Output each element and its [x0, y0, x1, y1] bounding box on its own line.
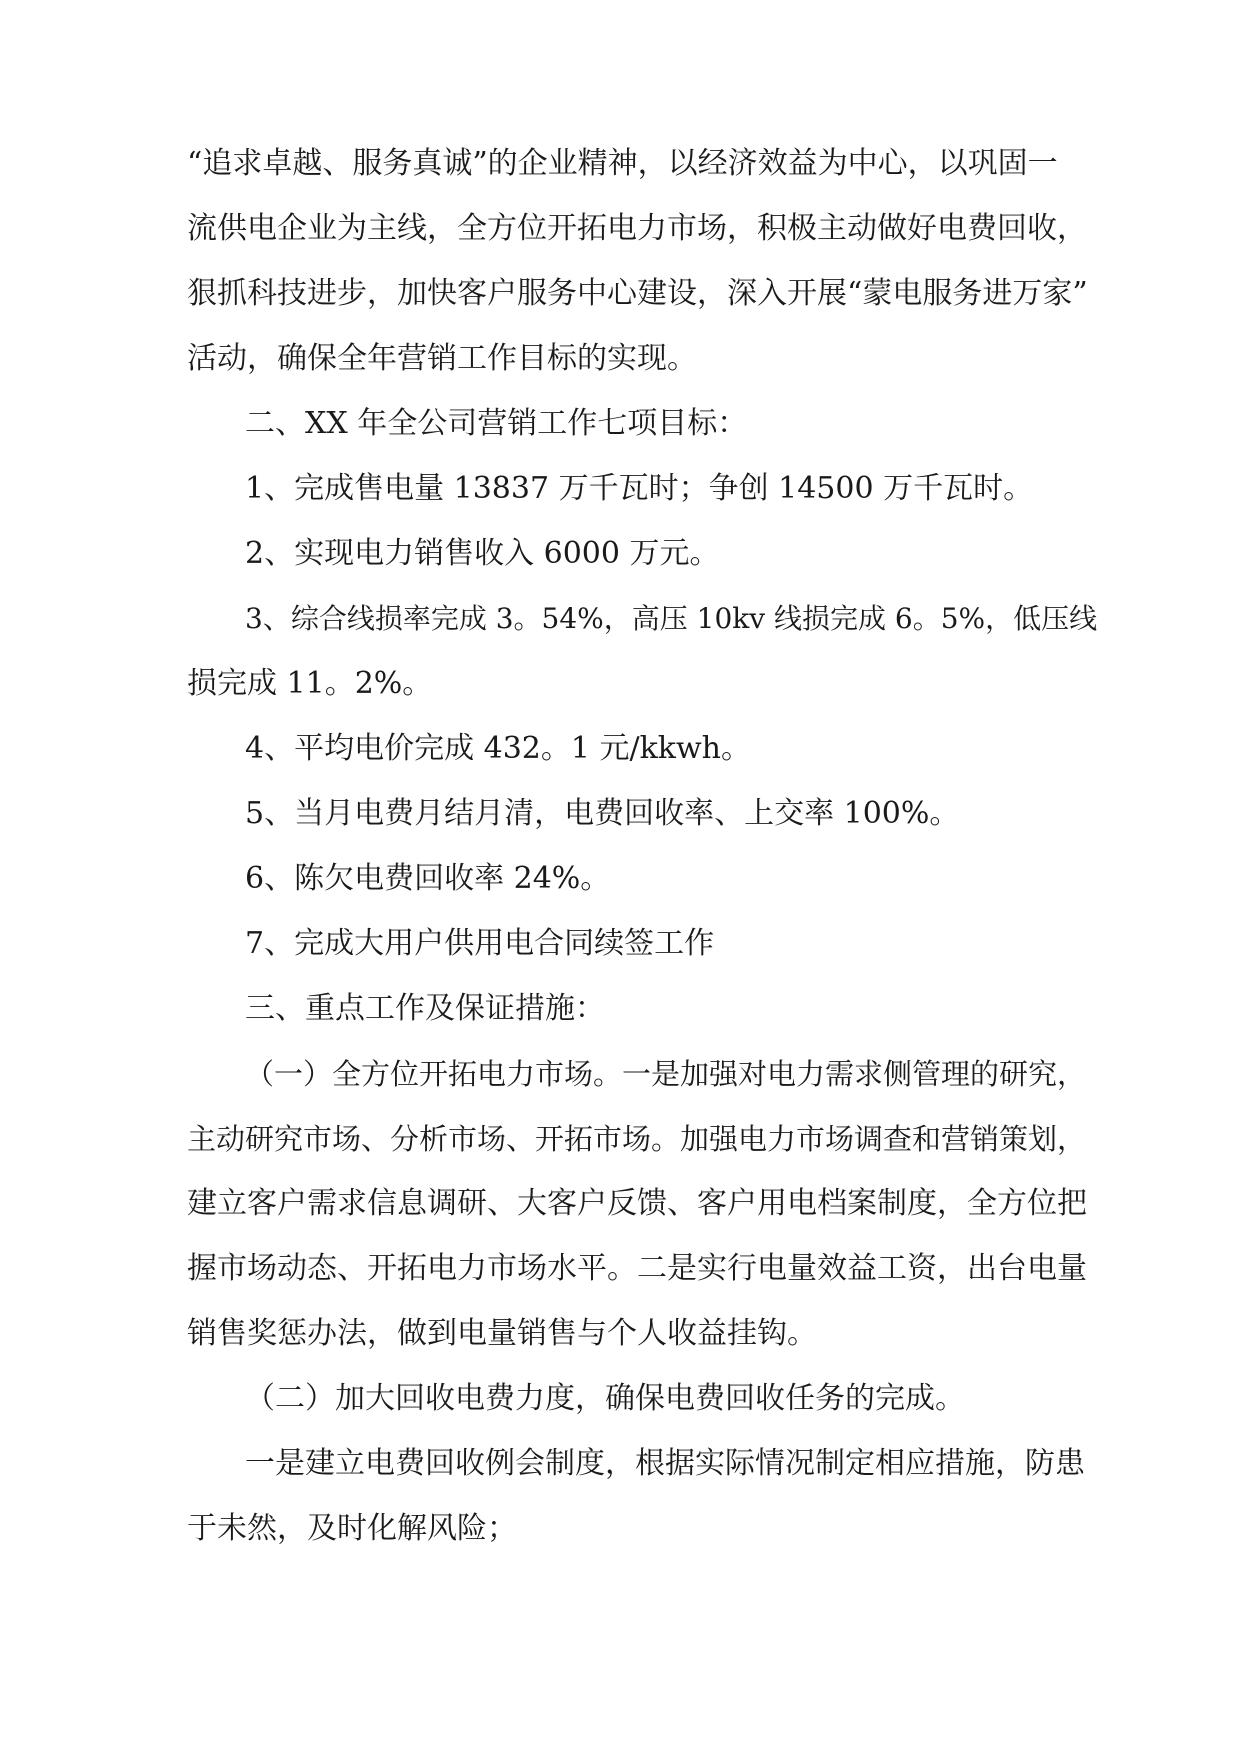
list-item-continuation: 损完成 11。2%。 [187, 666, 433, 701]
paragraph-line: （一）全方位开拓电力市场。一是加强对电力需求侧管理的研究， [245, 1057, 1087, 1091]
list-item: 1、完成售电量 13837 万千瓦时；争创 14500 万千瓦时。 [245, 471, 1034, 506]
paragraph-line: 一是建立电费回收例会制度，根据实际情况制定相应措施，防患 [245, 1446, 1085, 1481]
list-item: 4、平均电价完成 432。1 元/kkwh。 [245, 731, 751, 766]
paragraph-line: 于未然，及时化解风险； [187, 1511, 517, 1546]
list-item: 6、陈欠电费回收率 24%。 [245, 861, 611, 896]
list-item: 3、综合线损率完成 3。54%，高压 10kv 线损完成 6。5%，低压线 [245, 602, 1098, 635]
list-item: 5、当月电费月结月清，电费回收率、上交率 100%。 [245, 796, 960, 831]
paragraph-line: “追求卓越、服务真诚”的企业精神，以经济效益为中心，以巩固一 [187, 146, 1058, 181]
paragraph-line: 流供电企业为主线，全方位开拓电力市场，积极主动做好电费回收， [187, 211, 1087, 246]
list-item: 7、完成大用户供用电合同续签工作 [245, 926, 715, 961]
paragraph-line: 销售奖惩办法，做到电量销售与个人收益挂钩。 [187, 1316, 817, 1351]
paragraph-line: 狠抓科技进步，加快客户服务中心建设，深入开展“蒙电服务进万家” [187, 276, 1088, 311]
list-item: 2、实现电力销售收入 6000 万元。 [245, 536, 720, 571]
section-heading: 三、重点工作及保证措施： [245, 991, 605, 1026]
paragraph-line: 握市场动态、开拓电力市场水平。二是实行电量效益工资，出台电量 [187, 1251, 1087, 1286]
paragraph-line: 建立客户需求信息调研、大客户反馈、客户用电档案制度，全方位把 [187, 1186, 1087, 1221]
paragraph-line: 主动研究市场、分析市场、开拓市场。加强电力市场调查和营销策划， [187, 1122, 1087, 1156]
subsection-heading: （二）加大回收电费力度，确保电费回收任务的完成。 [245, 1381, 965, 1416]
section-heading: 二、XX 年全公司营销工作七项目标： [245, 406, 748, 441]
paragraph-line: 活动，确保全年营销工作目标的实现。 [187, 341, 697, 376]
